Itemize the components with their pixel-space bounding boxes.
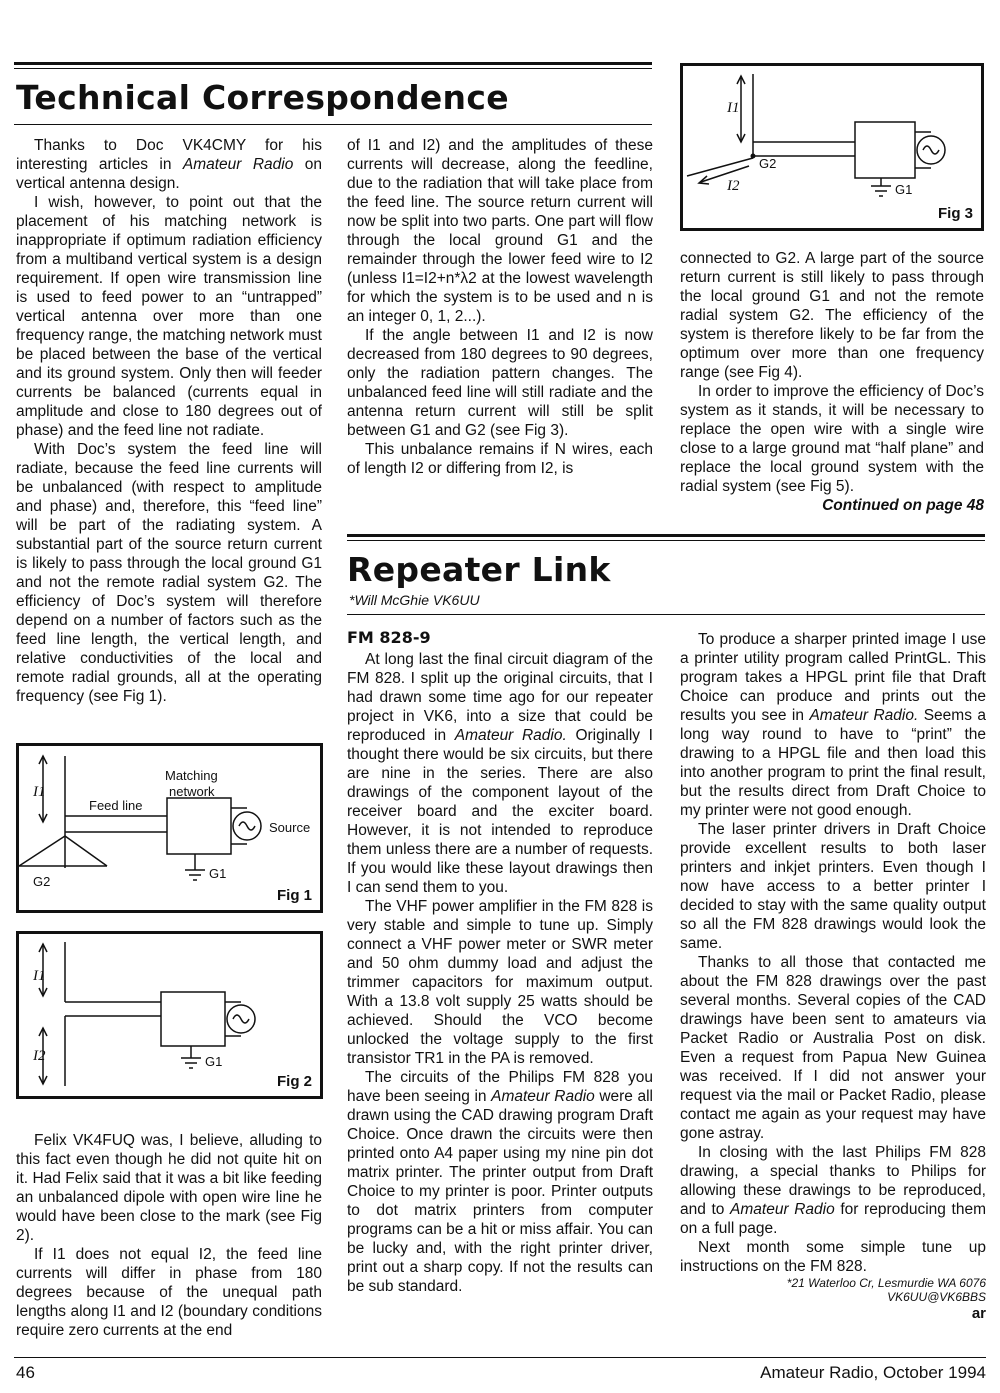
rl-colB-p1: To produce a sharper printed image I use a printer utility program called PrintGL. This program takes a HPGL print file that Draft Choice can produce and prints out the results you see in Amateur Radio. Seems a long way round to have to “print” the drawing to a HPGL file and then load this into another program to print the final result, but the results direct from Draft Choice to my printer were not good enough. <box>680 631 986 819</box>
fig1-g1-label: G1 <box>209 866 227 881</box>
tc-col1b-p1: Felix VK4FUQ was, I believe, alluding to this fact even though he did not quite hit on it. Had Felix said that it was a bit like feeding an unbalanced dipole with open wire line he would have been close to the mark (see Fig 2). <box>16 1132 322 1244</box>
publication-line: Amateur Radio, October 1994 <box>760 1363 986 1382</box>
tc-col2-p1: of I1 and I2) and the amplitudes of these currents will decrease, along the feedline, due to the radiation that will take place from the feed line. The source return current will now be split into two parts. One part will flow through the local ground G1 and the remainder through the lower feed wire to I2 (unless I1=I2+n*λ2 at the lowest wavelength for which the system is to be used and n is an integer 0, 1, 2...). <box>347 137 653 325</box>
tc-title: Technical Correspondence <box>16 78 509 117</box>
rl-author: *Will McGhie VK6UU <box>349 592 480 608</box>
figure-3-diagram <box>683 66 981 228</box>
page-number: 46 <box>16 1363 35 1382</box>
fig1-g2-label: G2 <box>33 874 51 889</box>
rl-rule-thin <box>347 540 985 541</box>
rl-colB-p4: In closing with the last Philips FM 828 drawing, a special thanks to Philips for allowing these drawings to be reproduced, and to Amateur Radio for reproducing them on a full page. <box>680 1144 986 1237</box>
tc-col1-p3: With Doc’s system the feed line will radiate, because the feed line currents will be unbalanced (with respect to amplitude and phase) and, therefore, this “feed line” will be part of the radiating system. A substantial part of the source return current is likely to pass through the local ground G1 and not the remote radial system G2. The efficiency of Doc’s system will therefore depend on a number of factors such as the feed line length, the vertical length, and relative conductivities of the local and remote radial grounds, all at the operating frequency (see Fig 1). <box>16 441 322 705</box>
tc-col2-p3: This unbalance remains if N wires, each of length I2 or differing from I2, is <box>347 441 653 477</box>
figure-3 <box>680 63 984 231</box>
rl-colA <box>347 628 653 1296</box>
rl-subhead: FM 828-9 <box>347 628 431 647</box>
rl-signature-address: *21 Waterloo Cr, Lesmurdie WA 6076 <box>786 1276 986 1290</box>
rl-rule-thick <box>347 534 985 537</box>
rl-title-rule <box>347 614 985 615</box>
tc-col1b-p2: If I1 does not equal I2, the feed line currents will differ in phase from 180 degrees because of the unequal path lengths along I1 and I2 (boundary conditions require zero currents at the end <box>16 1246 322 1339</box>
tc-col1-continued <box>16 1131 322 1340</box>
title-rule <box>14 124 652 125</box>
fig3-caption: Fig 3 <box>937 205 973 222</box>
fig2-caption: Fig 2 <box>276 1073 312 1090</box>
fig3-g2-label: G2 <box>759 156 777 171</box>
continued-on-link[interactable]: Continued on page 48 <box>822 497 984 514</box>
fig1-i1-label: I1 <box>33 784 46 800</box>
rl-colB-p2: The laser printer drivers in Draft Choice provide excellent results to both laser printers and inkjet printers. Even though I now have access to a better printer I decided to stay with the same quality output so all the FM 828 drawings would look the same. <box>680 821 986 952</box>
rl-colB <box>680 630 986 1323</box>
header-rule-thin <box>14 68 652 69</box>
fig2-i2-label: I2 <box>33 1048 46 1064</box>
fig2-i1-label: I1 <box>33 968 46 984</box>
figure-2-diagram <box>19 934 320 1096</box>
rl-colB-p3: Thanks to all those that contacted me about the FM 828 drawings over the past several months. Several copies of the CAD drawings have been sent to amateurs via Packet Radio or Australia Post on disk. Even a request from Papua New Guinea was received. If I did not answer your request via the mail or Packet Radio, please contact me again as your request may have gone astray. <box>680 954 986 1142</box>
rl-colA-p2: The VHF power amplifier in the FM 828 is very stable and simple to tune up. Simply connect a VHF power meter or SWR meter and 50 ohm dummy load and adjust the trimmer capacitors for maximum output. With a 13.8 volt supply 25 watts should be achieved. Should the VCO become unlocked the voltage supply to the first transistor TR1 in the PA is removed. <box>347 898 653 1067</box>
fig1-caption: Fig 1 <box>276 887 312 904</box>
fig1-network-label: network <box>169 784 215 799</box>
tc-col2 <box>347 136 653 478</box>
rl-colA-p1: At long last the final circuit diagram of the FM 828. I split up the original circuits, that I had drawn some time ago for our repeater project in VK6, into a size that could be reproduced in Amateur Radio. Originally I thought there would be six circuits, but there are nine in the series. There are also drawings of the component layout of the receiver board and the exciter board. However, it is not intended to reproduce them unless there are a number of requests. If you would like these layout drawings then I can send them to you. <box>347 651 653 896</box>
tc-col1 <box>16 136 322 706</box>
figure-1-diagram <box>19 746 320 910</box>
figure-2 <box>16 931 323 1099</box>
rl-signature-callsign: VK6UU@VK6BBS <box>887 1290 986 1304</box>
fig3-i1-label: I1 <box>727 100 740 116</box>
tc-col1-p1: Thanks to Doc VK4CMY for his interesting articles in Amateur Radio on vertical antenna design. <box>16 137 322 192</box>
fig1-matching-label: Matching <box>165 768 218 783</box>
rl-title: Repeater Link <box>347 550 611 589</box>
rl-colB-p5: Next month some simple tune up instructions on the FM 828. <box>680 1239 986 1275</box>
tc-col3-p2: In order to improve the efficiency of Doc’s system as it stands, it will be necessary to replace the open wire with a single wire close to a large ground mat “half plane” and replace the local ground system with the radial system (see Fig 5). <box>680 383 984 495</box>
rl-end-mark: ar <box>971 1305 986 1322</box>
fig1-source-label: Source <box>269 820 311 835</box>
footer-rule <box>14 1357 986 1358</box>
tc-col3-p1: connected to G2. A large part of the source return current is still likely to pass through the local ground G1 and not the remote radial system G2. The efficiency of the system is therefore likely to be far from the optimum over more than one frequency range (see Fig 4). <box>680 250 984 381</box>
fig3-i2-label: I2 <box>727 178 740 194</box>
rl-colA-p3: The circuits of the Philips FM 828 you have been seeing in Amateur Radio were all drawn using the CAD drawing program Draft Choice. Once drawn the circuits were then printed onto A4 paper using my nine pin dot matrix printer. The printer output from Draft Choice to my printer is poor. Printer outputs to dot matrix printers from computer programs can be a hit or miss affair. You can be lucky and, with the right printer driver, print out a sharp copy. If not the results can be sub standard. <box>347 1069 654 1295</box>
header-rule-thick <box>14 62 652 65</box>
tc-col1-p2: I wish, however, to point out that the placement of his matching network is inappropriate if optimum radiation efficiency from a multiband vertical system is a design requirement. If open wire transmission line is used to feed power to an “untrapped” vertical antenna over more than one frequency range, the matching network must be placed between the base of the vertical and its ground system. Only then will feeder currents be balanced (currents equal in amplitude and close to 180 degrees out of phase) and the feed line not radiate. <box>16 194 322 439</box>
tc-col2-p2: If the angle between I1 and I2 is now decreased from 180 degrees to 90 degrees, only the radiation pattern changes. The unbalanced feed line will still radiate and the antenna return current will still be split between G1 and G2 (see Fig 3). <box>347 327 653 439</box>
fig3-g1-label: G1 <box>895 182 913 197</box>
figure-1 <box>16 743 323 913</box>
fig2-g1-label: G1 <box>205 1054 223 1069</box>
fig1-feedline-label: Feed line <box>89 798 143 813</box>
tc-col3 <box>680 249 984 515</box>
